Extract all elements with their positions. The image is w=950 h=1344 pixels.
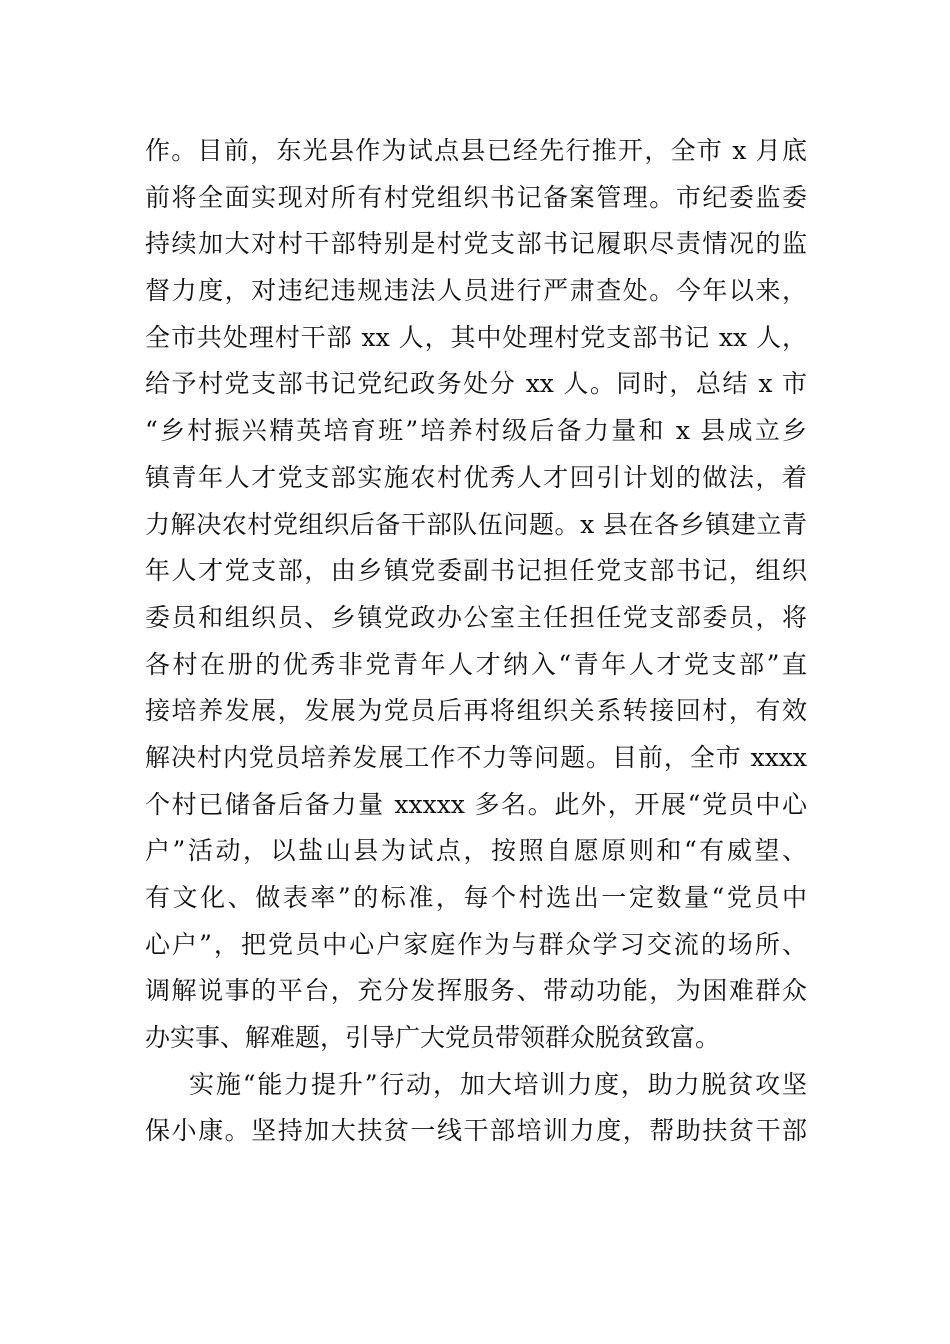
text-line: 前将全面实现对所有村党组织书记备案管理。市纪委监委 [145, 182, 807, 212]
text-line: 年人才党支部，由乡镇党委副书记担任党支部书记，组织 [145, 556, 807, 586]
text-line: 各村在册的优秀非党青年人才纳入“青年人才党支部”直 [145, 649, 807, 679]
text-line: 接培养发展，发展为党员后再将组织关系转接回村，有效 [145, 696, 807, 726]
text-line: 督力度，对违纪违规违法人员进行严肃查处。今年以来， [145, 276, 807, 306]
text-line: 户”活动，以盐山县为试点，按照自愿原则和“有威望、 [145, 836, 807, 866]
text-line: 给予村党支部书记党纪政务处分 xx 人。同时，总结 x 市 [145, 369, 807, 399]
body-text [145, 128, 807, 1155]
text-line: 保小康。坚持加大扶贫一线干部培训力度，帮助扶贫干部 [145, 1116, 807, 1146]
text-line: 作。目前，东光县作为试点县已经先行推开，全市 x 月底 [145, 136, 807, 165]
text-line: 委员和组织员、乡镇党政办公室主任担任党支部委员，将 [145, 602, 807, 632]
text-line: “乡村振兴精英培育班”培养村级后备力量和 x 县成立乡 [145, 416, 807, 446]
text-line: 调解说事的平台，充分发挥服务、带动功能，为困难群众 [145, 976, 807, 1006]
text-line: 力解决农村党组织后备干部队伍问题。x 县在各乡镇建立青 [145, 509, 807, 539]
paragraph-end-line: 办实事、解难题，引导广大党员带领群众脱贫致富。 [145, 1023, 721, 1053]
text-line: 持续加大对村干部特别是村党支部书记履职尽责情况的监 [145, 229, 807, 259]
paragraph-start-line: 实施“能力提升”行动，加大培训力度，助力脱贫攻坚 [189, 1069, 807, 1099]
text-line: 镇青年人才党支部实施农村优秀人才回引计划的做法，着 [145, 462, 807, 492]
text-line: 解决村内党员培养发展工作不力等问题。目前，全市 xxxx [145, 742, 807, 772]
text-line: 个村已储备后备力量 xxxxx 多名。此外，开展“党员中心 [145, 789, 807, 819]
text-line: 全市共处理村干部 xx 人，其中处理村党支部书记 xx 人， [145, 322, 807, 352]
text-line: 心户”，把党员中心户家庭作为与群众学习交流的场所、 [145, 929, 807, 959]
text-line: 有文化、做表率”的标准，每个村选出一定数量“党员中 [145, 883, 807, 912]
